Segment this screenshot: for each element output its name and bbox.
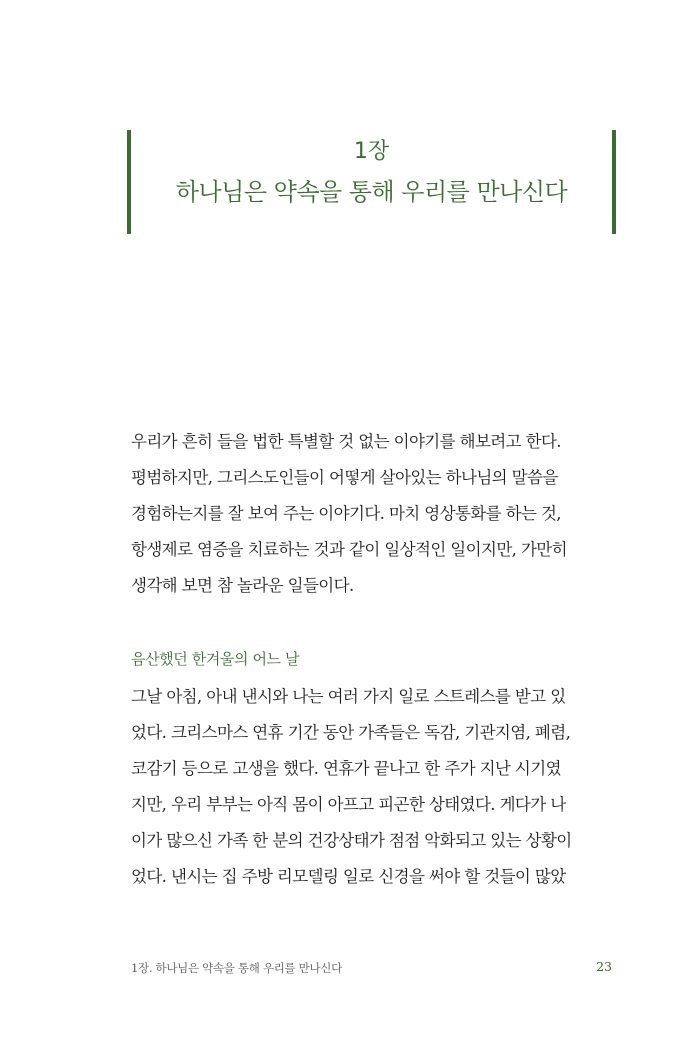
intro-paragraph [131, 424, 611, 604]
chapter-number: 1장 [353, 139, 390, 164]
section-heading: 음산했던 한겨울의 어느 날 [131, 650, 300, 668]
body-line: 었다. 크리스마스 연휴 기간 동안 가족들은 독감, 기관지염, 폐렴, [131, 723, 571, 742]
body-line: 지만, 우리 부부는 아직 몸이 아프고 피곤한 상태였다. 게다가 나 [131, 795, 566, 814]
body-line: 그날 아침, 아내 낸시와 나는 여러 가지 일로 스트레스를 받고 있 [131, 687, 566, 706]
body-line: 었다. 낸시는 집 주방 리모델링 일로 신경을 써야 할 것들이 많았 [131, 867, 566, 886]
chapter-header [127, 130, 616, 234]
intro-line: 경험하는지를 잘 보여 주는 이야기다. 마치 영상통화를 하는 것, [131, 504, 561, 523]
page-number: 23 [596, 959, 612, 974]
intro-line: 평범하지만, 그리스도인들이 어떻게 살아있는 하나님의 말씀을 [131, 468, 558, 487]
intro-line: 항생제로 염증을 치료하는 것과 같이 일상적인 일이지만, 가만히 [131, 540, 567, 559]
intro-line: 생각해 보면 참 놀라운 일들이다. [131, 576, 354, 595]
chapter-title: 하나님은 약속을 통해 우리를 만나신다 [175, 178, 568, 206]
body-line: 코감기 등으로 고생을 했다. 연휴가 끝나고 한 주가 지난 시기였 [131, 759, 561, 778]
intro-line: 우리가 흔히 들을 법한 특별할 것 없는 이야기를 해보려고 한다. [131, 432, 561, 451]
body-paragraph [131, 679, 611, 895]
footer-running-title: 1장. 하나님은 약속을 통해 우리를 만나신다 [131, 961, 342, 975]
body-line: 이가 많으신 가족 한 분의 건강상태가 점점 악화되고 있는 상황이 [131, 831, 572, 850]
